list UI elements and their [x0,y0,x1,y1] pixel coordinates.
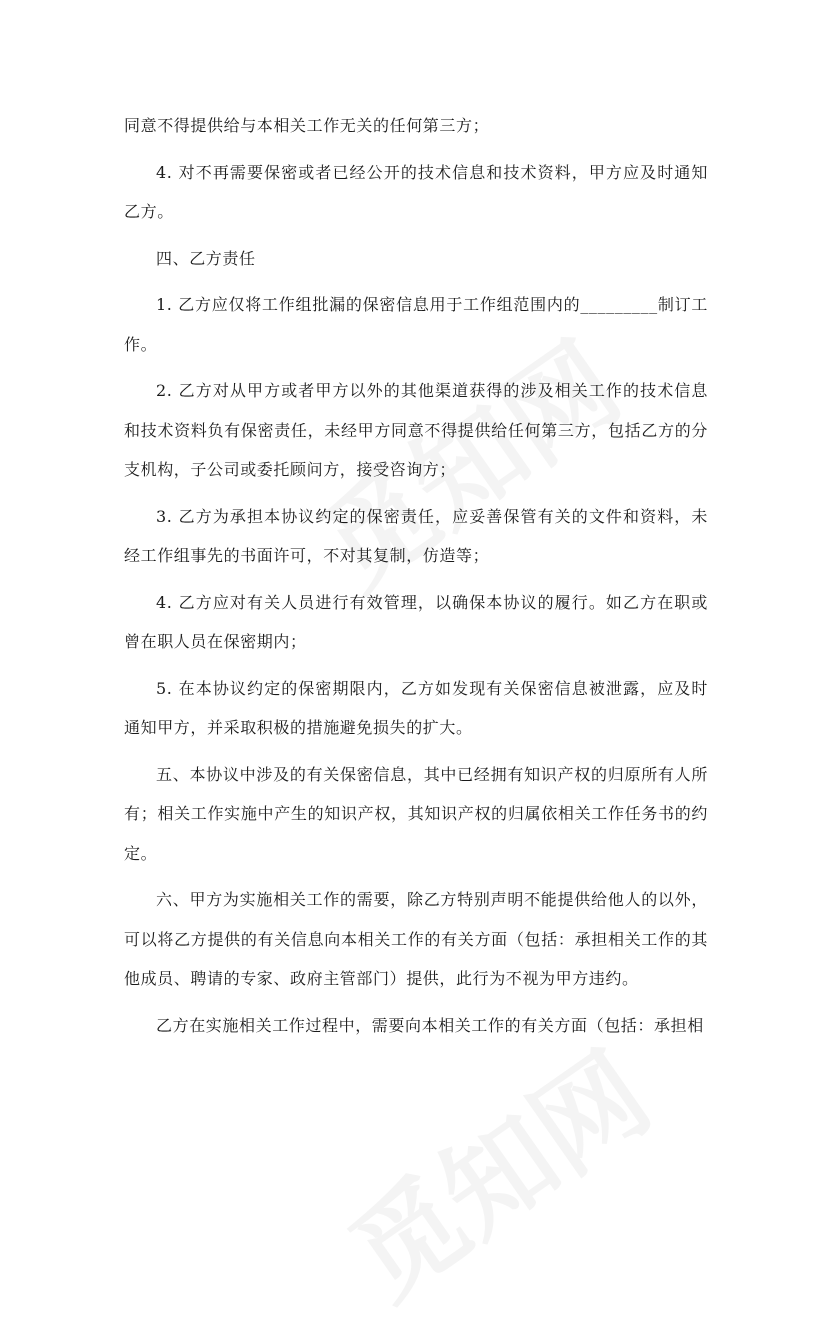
paragraph-item-4-1: 1. 乙方应仅将工作组批漏的保密信息用于工作组范围内的_________制订工作。 [124,295,708,354]
paragraph-item-3-4: 4. 对不再需要保密或者已经公开的技术信息和技术资料，甲方应及时通知乙方。 [124,162,708,221]
paragraph-item-4-3: 3. 乙方为承担本协议约定的保密责任，应妥善保管有关的文件和资料，未经工作组事先的书面许可，不对其复制，仿造等； [124,506,708,565]
section-6-continuation: 乙方在实施相关工作过程中，需要向本相关工作的有关方面（包括：承担相 [156,1015,704,1035]
paragraph-item-4-5: 5. 在本协议约定的保密期限内，乙方如发现有关保密信息被泄露，应及时通知甲方，并采取积极的措施避免损失的扩大。 [124,678,708,737]
section-6-paragraph: 六、甲方为实施相关工作的需要，除乙方特别声明不能提供给他人的以外，可以将乙方提供的有关信息向本相关工作的有关方面（包括：承担相关工作的其他成员、聘请的专家、政府主管部门）提供，此行为不视为甲方违约。 [124,890,708,988]
section-heading-party-b: 四、乙方责任 [156,248,256,268]
watermark-logo [315,1010,676,1328]
paragraph-item-4-4: 4. 乙方应对有关人员进行有效管理，以确保本协议的履行。如乙方在职或曾在职人员在保密期内； [124,592,708,651]
section-5-paragraph: 五、本协议中涉及的有关保密信息，其中已经拥有知识产权的归原所有人所有；相关工作实施中产生的知识产权，其知识产权的归属依相关工作任务书的约定。 [124,764,708,863]
paragraph-item-4-2: 2. 乙方对从甲方或者甲方以外的其他渠道获得的涉及相关工作的技术信息和技术资料负有保密责任，未经甲方同意不得提供给任何第三方，包括乙方的分支机构，子公司或委托顾问方，接受咨询方； [124,381,708,479]
paragraph-continuation: 同意不得提供给与本相关工作无关的任何第三方； [124,116,490,135]
document-body [124,106,708,1052]
